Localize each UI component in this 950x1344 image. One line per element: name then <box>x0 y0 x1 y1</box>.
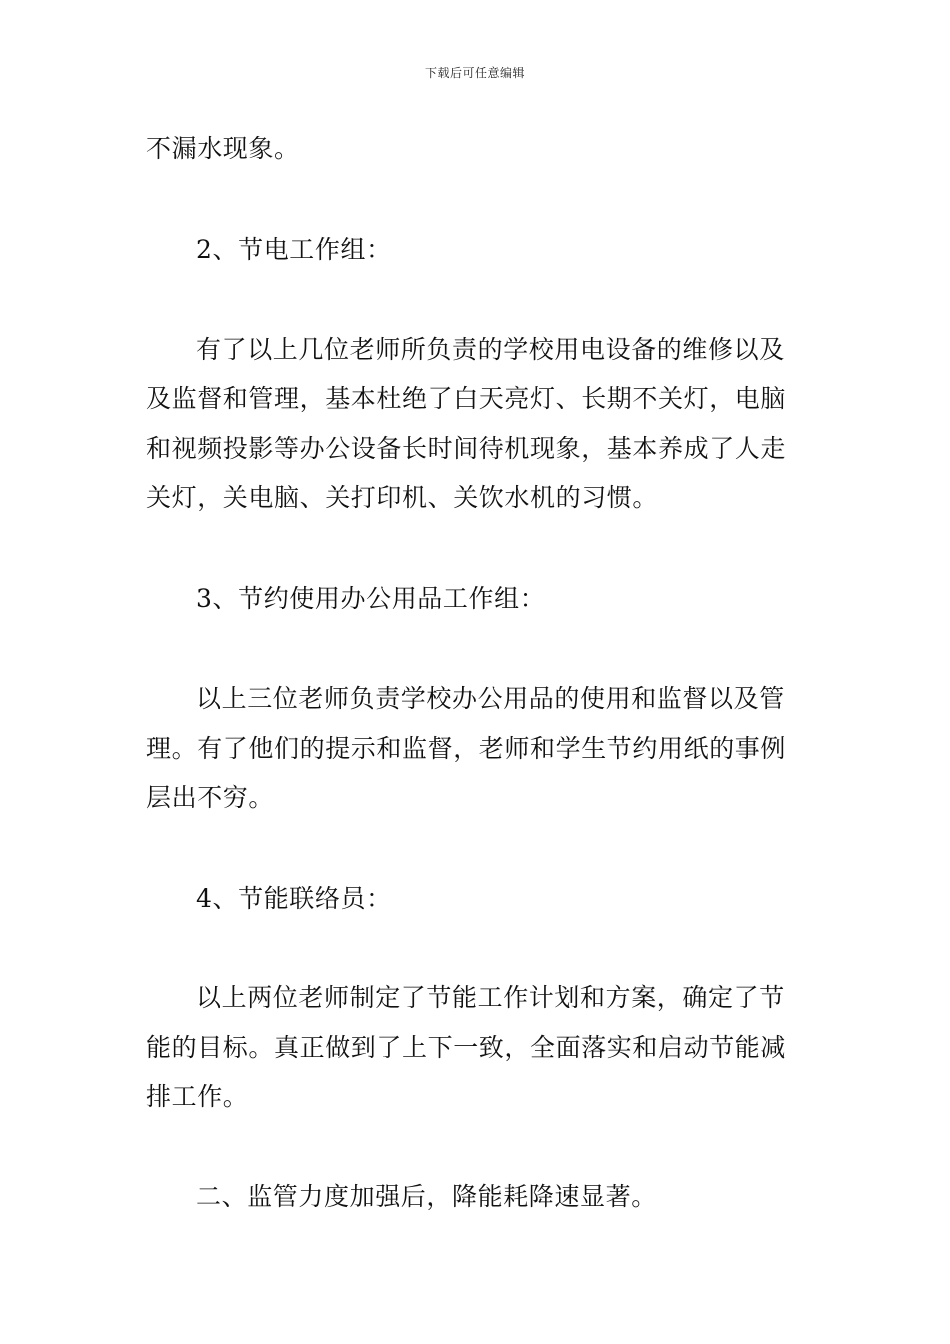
paragraph-line: 以上两位老师制定了节能工作计划和方案，确定了节 <box>196 983 785 1012</box>
paragraph-line: 不漏水现象。 <box>146 134 300 163</box>
paragraph-line: 和视频投影等办公设备长时间待机现象，基本养成了人走 <box>146 434 787 463</box>
section-heading: 二、监管力度加强后，降能耗降速显著。 <box>196 1182 657 1211</box>
paragraph-line: 排工作。 <box>146 1082 249 1111</box>
paragraph-line: 及监督和管理，基本杜绝了白天亮灯、长期不关灯，电脑 <box>146 384 787 413</box>
section-heading: 4、节能联络员： <box>196 884 392 913</box>
paragraph-line: 理。有了他们的提示和监督，老师和学生节约用纸的事例 <box>146 734 787 763</box>
section-heading: 2、节电工作组： <box>196 235 392 264</box>
paragraph-line: 层出不穷。 <box>146 783 275 812</box>
page-header: 下载后可任意编辑 <box>424 66 525 80</box>
paragraph-line: 能的目标。真正做到了上下一致，全面落实和启动节能减 <box>146 1033 787 1062</box>
paragraph-line: 以上三位老师负责学校办公用品的使用和监督以及管 <box>196 684 785 713</box>
section-heading: 3、节约使用办公用品工作组： <box>196 584 546 613</box>
paragraph-line: 关灯，关电脑、关打印机、关饮水机的习惯。 <box>146 483 659 512</box>
paragraph-line: 有了以上几位老师所负责的学校用电设备的维修以及 <box>196 335 785 364</box>
